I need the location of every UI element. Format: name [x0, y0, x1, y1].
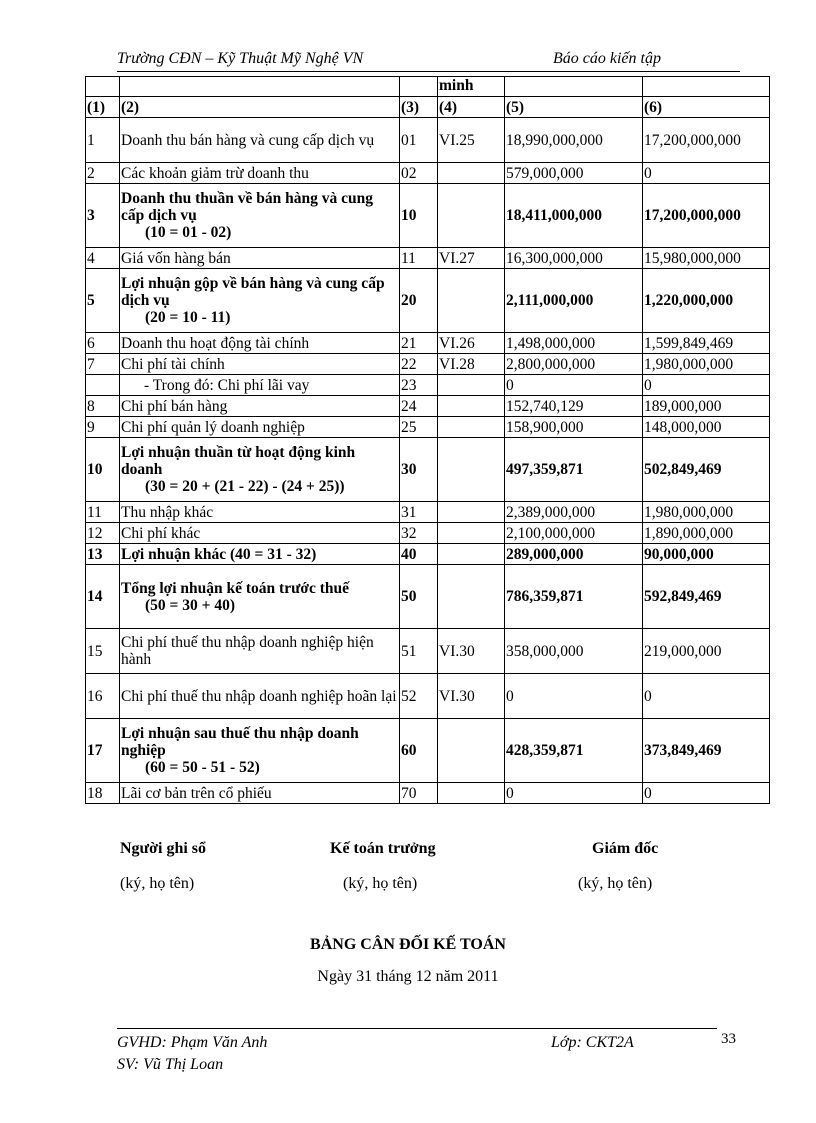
row-item-label: Các khoản giảm trừ doanh thu: [121, 164, 309, 182]
top-cell: minh: [438, 77, 505, 97]
row-previous-year: 1,599,849,469: [643, 333, 770, 354]
row-note: [438, 269, 505, 333]
row-note: [438, 163, 505, 184]
row-code: 20: [400, 269, 438, 333]
row-item: [120, 565, 400, 629]
row-code: 21: [400, 333, 438, 354]
footer-rule: [117, 1028, 717, 1029]
row-current-year: 0: [505, 674, 643, 719]
row-previous-year: 219,000,000: [643, 629, 770, 674]
signer-director-note: (ký, họ tên): [578, 875, 653, 892]
row-previous-year: 1,220,000,000: [643, 269, 770, 333]
row-item-label: Chi phí quản lý doanh nghiệp: [121, 418, 305, 436]
row-previous-year: 0: [643, 375, 770, 396]
income-statement-table: [85, 76, 770, 804]
row-item-label: Chi phí bán hàng: [121, 397, 228, 415]
row-current-year: 2,800,000,000: [505, 354, 643, 375]
row-previous-year: 592,849,469: [643, 565, 770, 629]
row-number: 6: [86, 333, 120, 354]
row-previous-year: 90,000,000: [643, 544, 770, 565]
row-item: [120, 163, 400, 184]
row-note: VI.30: [438, 674, 505, 719]
col-label: (5): [505, 97, 643, 118]
table-row: [86, 354, 770, 375]
row-number: 11: [86, 502, 120, 523]
row-code: 11: [400, 248, 438, 269]
row-code: 51: [400, 629, 438, 674]
row-note: [438, 375, 505, 396]
school-name: Trường CĐN – Kỹ Thuật Mỹ Nghệ VN: [117, 50, 364, 67]
table-row: [86, 375, 770, 396]
row-number: 17: [86, 719, 120, 783]
row-code: 02: [400, 163, 438, 184]
row-previous-year: 189,000,000: [643, 396, 770, 417]
row-current-year: 18,990,000,000: [505, 118, 643, 163]
row-code: 24: [400, 396, 438, 417]
section-date: Ngày 31 tháng 12 năm 2011: [317, 968, 499, 985]
table-continuation-row: [86, 77, 770, 97]
table-row: [86, 163, 770, 184]
row-current-year: 0: [505, 375, 643, 396]
col-label: (1): [86, 97, 120, 118]
row-item: [120, 333, 400, 354]
row-item: [120, 396, 400, 417]
row-item: [120, 438, 400, 502]
signer-bookkeeper: Người ghi sổ: [120, 840, 207, 857]
row-item-label: Doanh thu bán hàng và cung cấp dịch vụ: [121, 131, 375, 149]
row-item-label: Lợi nhuận thuần từ hoạt động kinh doanh: [121, 444, 356, 478]
row-number: 18: [86, 783, 120, 804]
row-item: [120, 674, 400, 719]
row-code: 70: [400, 783, 438, 804]
row-item: [120, 354, 400, 375]
table-row: [86, 502, 770, 523]
row-previous-year: 0: [643, 163, 770, 184]
row-item: [120, 417, 400, 438]
row-item: [120, 502, 400, 523]
row-code: 32: [400, 523, 438, 544]
row-code: 23: [400, 375, 438, 396]
col-label: (4): [438, 97, 505, 118]
row-item: [120, 523, 400, 544]
row-item-label: Doanh thu hoạt động tài chính: [121, 334, 310, 352]
row-item: [120, 269, 400, 333]
row-item: [120, 184, 400, 248]
row-item-label: Lãi cơ bản trên cổ phiếu: [121, 784, 272, 802]
table-row: [86, 248, 770, 269]
row-note: [438, 565, 505, 629]
table-row: [86, 719, 770, 783]
row-current-year: 18,411,000,000: [505, 184, 643, 248]
row-current-year: 1,498,000,000: [505, 333, 643, 354]
row-note: [438, 396, 505, 417]
table-row: [86, 333, 770, 354]
row-note: [438, 502, 505, 523]
row-item: [120, 118, 400, 163]
table-row: [86, 674, 770, 719]
row-number: 9: [86, 417, 120, 438]
column-label-row: [86, 97, 770, 118]
footer-student: SV: Vũ Thị Loan: [117, 1056, 224, 1073]
section-title: BẢNG CÂN ĐỐI KẾ TOÁN: [310, 936, 506, 953]
table-row: [86, 269, 770, 333]
row-current-year: 16,300,000,000: [505, 248, 643, 269]
row-previous-year: 0: [643, 783, 770, 804]
row-current-year: 2,111,000,000: [505, 269, 643, 333]
row-note: [438, 523, 505, 544]
row-note: VI.26: [438, 333, 505, 354]
table-row: [86, 523, 770, 544]
row-item-formula: (30 = 20 + (21 - 22) - (24 + 25)): [145, 478, 345, 495]
table-row: [86, 396, 770, 417]
row-number: 12: [86, 523, 120, 544]
table-row: [86, 438, 770, 502]
row-number: 5: [86, 269, 120, 333]
row-number: 2: [86, 163, 120, 184]
table-row: [86, 417, 770, 438]
row-current-year: 158,900,000: [505, 417, 643, 438]
row-current-year: 428,359,871: [505, 719, 643, 783]
row-current-year: 152,740,129: [505, 396, 643, 417]
row-current-year: 289,000,000: [505, 544, 643, 565]
row-note: [438, 544, 505, 565]
col-label: (3): [400, 97, 438, 118]
row-code: 30: [400, 438, 438, 502]
row-item-label: - Trong đó: Chi phí lãi vay: [144, 376, 310, 394]
table-row: [86, 565, 770, 629]
row-item-formula: (50 = 30 + 40): [145, 596, 235, 614]
row-current-year: 497,359,871: [505, 438, 643, 502]
row-current-year: 579,000,000: [505, 163, 643, 184]
col-label: (6): [643, 97, 770, 118]
row-note: VI.27: [438, 248, 505, 269]
page-header: [117, 49, 740, 72]
row-note: [438, 438, 505, 502]
row-item-label: Chi phí thuế thu nhập doanh nghiệp hiện hành: [121, 634, 374, 668]
row-code: 25: [400, 417, 438, 438]
row-code: 01: [400, 118, 438, 163]
signer-chief-accountant: Kế toán trưởng: [330, 840, 436, 857]
row-current-year: 0: [505, 783, 643, 804]
row-note: [438, 719, 505, 783]
row-item-label: Giá vốn hàng bán: [121, 249, 231, 267]
row-item-formula: (60 = 50 - 51 - 52): [145, 759, 260, 776]
row-current-year: 358,000,000: [505, 629, 643, 674]
row-code: 60: [400, 719, 438, 783]
row-number: 15: [86, 629, 120, 674]
page-number: 33: [721, 1031, 736, 1047]
row-note: VI.30: [438, 629, 505, 674]
row-item-label: Lợi nhuận gộp về bán hàng và cung cấp dịch vụ: [121, 275, 385, 309]
row-note: [438, 184, 505, 248]
row-code: 50: [400, 565, 438, 629]
row-number: 13: [86, 544, 120, 565]
row-item: [120, 544, 400, 565]
row-number: 10: [86, 438, 120, 502]
row-item-formula: (10 = 01 - 02): [145, 224, 232, 241]
row-note: [438, 783, 505, 804]
row-item-label: Doanh thu thuần về bán hàng và cung cấp dịch vụ: [121, 190, 373, 224]
row-code: 10: [400, 184, 438, 248]
row-item-label: Tổng lợi nhuận kế toán trước thuế: [121, 579, 350, 597]
row-note: VI.28: [438, 354, 505, 375]
signer-chief-accountant-note: (ký, họ tên): [343, 875, 418, 892]
row-item: [120, 248, 400, 269]
row-item-formula: (20 = 10 - 11): [145, 309, 231, 326]
row-previous-year: 0: [643, 674, 770, 719]
row-item: [120, 719, 400, 783]
row-number: 7: [86, 354, 120, 375]
row-current-year: 2,100,000,000: [505, 523, 643, 544]
table-row: [86, 783, 770, 804]
row-code: 31: [400, 502, 438, 523]
table-row: [86, 544, 770, 565]
row-previous-year: 1,980,000,000: [643, 354, 770, 375]
signer-director: Giám đốc: [592, 840, 659, 857]
row-item-label: Lợi nhuận sau thuế thu nhập doanh nghiệp: [121, 725, 359, 759]
row-item-label: Chi phí thuế thu nhập doanh nghiệp hoãn lại: [121, 687, 397, 705]
row-number: 8: [86, 396, 120, 417]
row-item: [120, 629, 400, 674]
row-previous-year: 502,849,469: [643, 438, 770, 502]
row-number: 4: [86, 248, 120, 269]
row-number: 16: [86, 674, 120, 719]
row-number: 1: [86, 118, 120, 163]
row-previous-year: 1,890,000,000: [643, 523, 770, 544]
row-item-label: Chi phí khác: [121, 524, 201, 542]
table-row: [86, 629, 770, 674]
row-current-year: 786,359,871: [505, 565, 643, 629]
table-row: [86, 184, 770, 248]
footer-instructor: GVHD: Phạm Văn Anh: [117, 1034, 268, 1051]
row-number: 14: [86, 565, 120, 629]
row-number: 3: [86, 184, 120, 248]
row-number: [86, 375, 120, 396]
row-previous-year: 148,000,000: [643, 417, 770, 438]
row-item: [120, 783, 400, 804]
row-previous-year: 17,200,000,000: [643, 184, 770, 248]
row-previous-year: 17,200,000,000: [643, 118, 770, 163]
row-note: VI.25: [438, 118, 505, 163]
row-code: 22: [400, 354, 438, 375]
table-row: [86, 118, 770, 163]
row-previous-year: 15,980,000,000: [643, 248, 770, 269]
report-name: Báo cáo kiến tập: [553, 50, 661, 67]
row-code: 40: [400, 544, 438, 565]
row-item-label: Lợi nhuận khác (40 = 31 - 32): [121, 545, 317, 563]
signer-bookkeeper-note: (ký, họ tên): [120, 875, 195, 892]
row-current-year: 2,389,000,000: [505, 502, 643, 523]
row-code: 52: [400, 674, 438, 719]
row-previous-year: 373,849,469: [643, 719, 770, 783]
row-previous-year: 1,980,000,000: [643, 502, 770, 523]
row-item-label: Chi phí tài chính: [121, 355, 225, 373]
row-item: [120, 375, 400, 396]
col-label: (2): [120, 97, 400, 118]
row-item-label: Thu nhập khác: [121, 503, 214, 521]
footer-class: Lớp: CKT2A: [551, 1034, 634, 1051]
row-note: [438, 417, 505, 438]
